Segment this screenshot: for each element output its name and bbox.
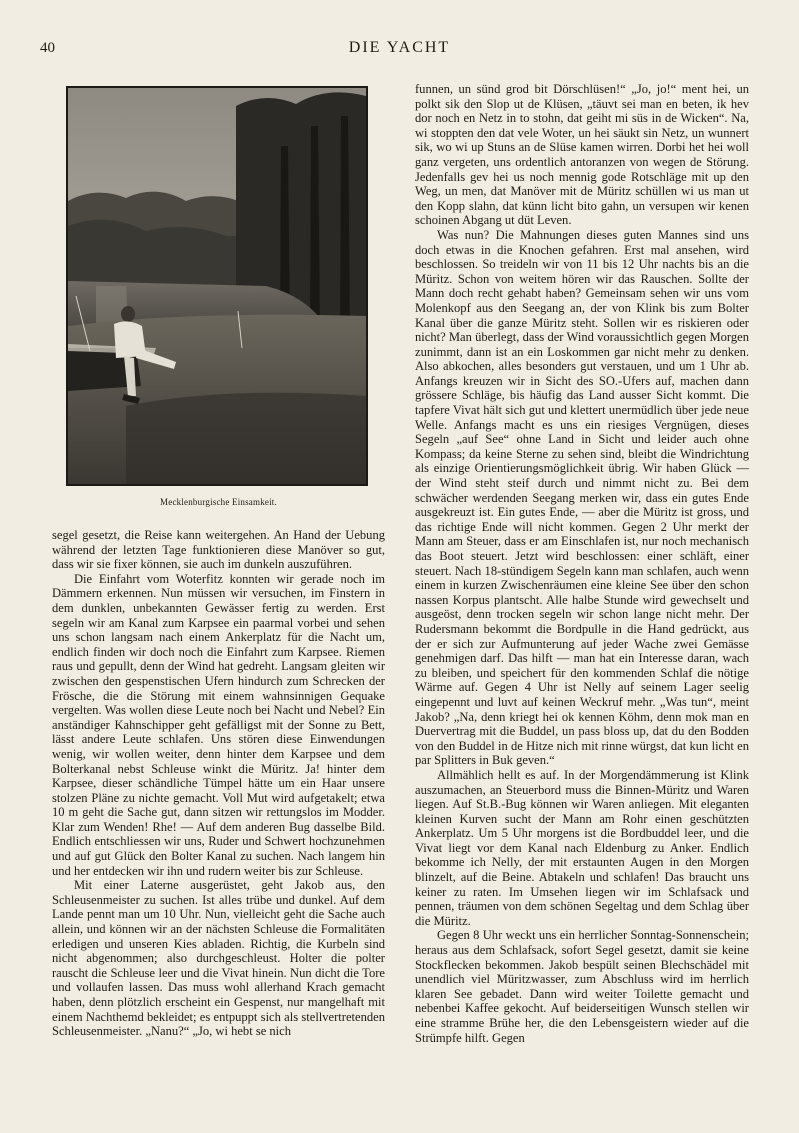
paragraph: Allmählich hellt es auf. In der Morgendämmerung ist Klink auszumachen, an Steuerbord muss die Binnen-Müritz und Waren liegen. Auf St.B.-Bug können wir Waren anliegen. Mit eleganten kleinen Kurven sucht der Mann am Rohr einen geschützten Ankerplatz. Um 5 Uhr morgens ist die Bordbuddel leer, und die Vivat liegt vor dem Kanal nach Eldenburg zu Anker. Endlich bekomme ich Nelly, der mit erstaunten Augen in den Morgen blinzelt, auf die Beine. Abtakeln und schlafen! Das braucht uns keiner zu raten. Im Umsehen liegen wir im Schlafsack und pennen, träumen von dem schönen Segeltag und dem Schlag über die Müritz. bbox=[415, 767, 749, 928]
paragraph: Was nun? Die Mahnungen dieses guten Mannes sind uns doch etwas in die Knochen gefahren. Erst mal ansehen, wird beschlossen. So treideln wir von 11 bis 12 Uhr nachts bis an die Müritz. Schon von weitem hören wir das Rauschen. Sollte der Mann doch recht gehabt haben? Gemeinsam sehen wir uns vom Molenkopf aus den Seegang an, der von Klink bis zum Bolter Kanal über die ganze Müritz steht. Sollen wir es riskieren oder nicht? Man überlegt, dass der Wind voraussichtlich gegen Morgen zunimmt, dann ist an ein Loskommen gar nicht mehr zu denken. Also abkochen, alles besonders gut verstauen, und um 1 Uhr ab. Anfangs kreuzen wir in Sicht des SO.-Ufers auf, machen dann grössere Schläge, bis häufig das Land ausser Sicht kommt. Die tapfere Vivat hält sich gut und klettert unermüdlich über jede neue Welle. Anfangs macht es uns ein riesiges Vergnügen, dieses Segeln „auf See“ ohne Land in Sicht und leider auch ohne Kompass; da keine Sterne zu sehen sind, bleibt die Windrichtung als einzige Orientierungsmöglichkeit übrig. Wir haben Glück — der Wind steht steif durch und nimmt nicht zu. Bei dem schwächer werdenden Seegang merken wir, dass ein gutes Ende ausgekreuzt ist. Ein gutes Ende, — aber die Müritz ist gross, und das richtige Ende will nicht kommen. Gegen 2 Uhr merkt der Mann am Steuer, dass er am Einschlafen ist, nur noch mechanisch das Boot steuert. Jetzt wird beschlossen: einer schläft, einer steuert. Nach 18-stündigem Segeln kann man schlafen, auch wenn einem in kurzen Zwischenräumen eine kleine See über den schon nassen Korpus plantscht. Alle halbe Stunde wird gewechselt und ausgeöst, denn trocken segeln wir schon lange nicht mehr. Der Rudersmann bekommt die Bordpulle in die Hand gedrückt, aus der er sich zur Aufmunterung auf jeder Wache zwei Gemässe genehmigen darf. Das hilft — man hat ein Interesse daran, wach zu bleiben, und speichert für den kommenden Schlaf die nötige Wärme auf. Gegen 4 Uhr ist Nelly auf seinem Lager seelig eingepennt und luvt auf keinen Weckruf mehr. „Was tun“, meint Jakob? „Na, denn kriegt hei ok kennen Köhm, denn mok man en Duervertrag mit die Buddel, un pass bloss up, dat du den Bodden von den Buddel in de Hitze nich mit rinne würgst, dat kun licht en par Splitters in Buk geven.“ bbox=[415, 227, 749, 768]
photo-lake-shore bbox=[66, 86, 368, 486]
running-head: DIE YACHT bbox=[348, 39, 451, 56]
paragraph: segel gesetzt, die Reise kann weitergehen. An Hand der Uebung während der letzten Tage funktionieren diese Manöver so gut, dass wir sie fixer können, sie auch im dunkeln auszuführen. bbox=[52, 528, 385, 572]
photo-caption: Mecklenburgische Einsamkeit. bbox=[160, 497, 277, 507]
page-number: 40 bbox=[40, 40, 55, 56]
paragraph: funnen, un sünd grod bit Dörschlüsen!“ „Jo, jo!“ ment hei, un polkt sik den Slop ut de Klüsen, „täuvt sei man en beten, ik hev dor noch en Netz in to stohn, dat geiht mi süs in de Wicken“. Na, wi stoppten den dat vele Woter, un hei säukt sin Netz, un wunnert sik, wo wi up Stuns an de Slüse kamen wirren. Dorbi het hei woll ganz vergeten, uns ordentlich antoranzen von wegen de Störung. Jedenfalls gev hei us noch mennig gode Rotschläge mit up den Weg, un men, dat Manöver mit de Müritz schüllen wi us man ut den Kopp slahn, dat künn licht bito gahn, un versupen wir kenen schoinen Abgang ut düt Leven. bbox=[415, 82, 749, 228]
paragraph: Die Einfahrt vom Woterfitz konnten wir gerade noch im Dämmern erkennen. Nun müssen wir versuchen, im Finstern in dem dunklen, unbekannten Gewässer fertig zu werden. Erst segeln wir am Kanal zum Karpsee ein paarmal vorbei und sehen uns schon langsam nach einem Ankerplatz für die Nacht um, endlich finden wir doch noch die Einfahrt zum Karpsee. Riemen raus und gepullt, denn der Wind hat gedreht. Langsam gleiten wir zwischen den gespenstischen Ufern hindurch zum Schrecken der Frösche, die die Störung mit einem wahnsinnigen Gequake vergelten. Was wollen diese Leute noch bei Nacht und Nebel? Ein anständiger Kahnschipper geht gefälligst mit der Sonne zu Bett, lässt andere Leute schlafen. Uns stören diese Einwendungen wenig, wir wollen weiter, denn hinter dem Karpsee und dem Bolterkanal nebst Schleuse winkt die Müritz. Ja! hinter dem Karpsee, dieser schändliche Tümpel hätte um ein Haar unsere stolzen Pläne zu nichte gemacht. Voll Mut wird aufgetakelt; etwa 10 m geht die Sache gut, dann sitzen wir rettungslos im Modder. Klar zum Wenden! Rhe! — Auf dem anderen Bug dasselbe Bild. Endlich entschliessen wir uns, Ruder und Schwert hochzunehmen und auf gut Glück den Bolter Kanal zu suchen. Nach langem hin und her entdecken wir ihn und rudern weiter bis zur Schleuse. bbox=[52, 571, 385, 878]
paragraph: Mit einer Laterne ausgerüstet, geht Jakob aus, den Schleusenmeister zu suchen. Ist alles trübe und dunkel. Auf dem Lande pennt man um 10 Uhr. Nun, vielleicht geht die Sache auch allein, und können wir an der nächsten Schleuse die Formalitäten erledigen und unseren Kies abladen. Richtig, die Kurbeln sind nicht abgenommen; also durchgeschleust. Holter die polter rauscht die Schleuse leer und die Vivat hinein. Nun dicht die Tore und vollaufen lassen. Das muss wohl allerhand Krach gemacht haben, denn plötzlich erscheint ein Gespenst, nur mangelhaft mit einem Nachthemd bekleidet; es entpuppt sich als stellvertretenden Schleusenmeister. „Nanu?“ „Jo, wi hebt se nich bbox=[52, 878, 385, 1039]
paragraph: Gegen 8 Uhr weckt uns ein herrlicher Sonntag-Sonnenschein; heraus aus dem Schlafsack, sofort Segel gesetzt, damit sie keine Stockflecken bekommen. Jakob bespült seinen Blechschädel mit unendlich viel Müritzwasser, zum Abschluss wird im herrlich klaren See gebadet. Dann wird weiter Toilette gemacht und nebenbei Kaffee gekocht. Auf beiderseitigen Wunsch stellen wir eine stramme Brühe her, die den Lebensgeistern wieder auf die Strümpfe hilft. Gegen bbox=[415, 928, 749, 1045]
left-column bbox=[52, 528, 385, 1039]
right-column bbox=[415, 82, 749, 1045]
